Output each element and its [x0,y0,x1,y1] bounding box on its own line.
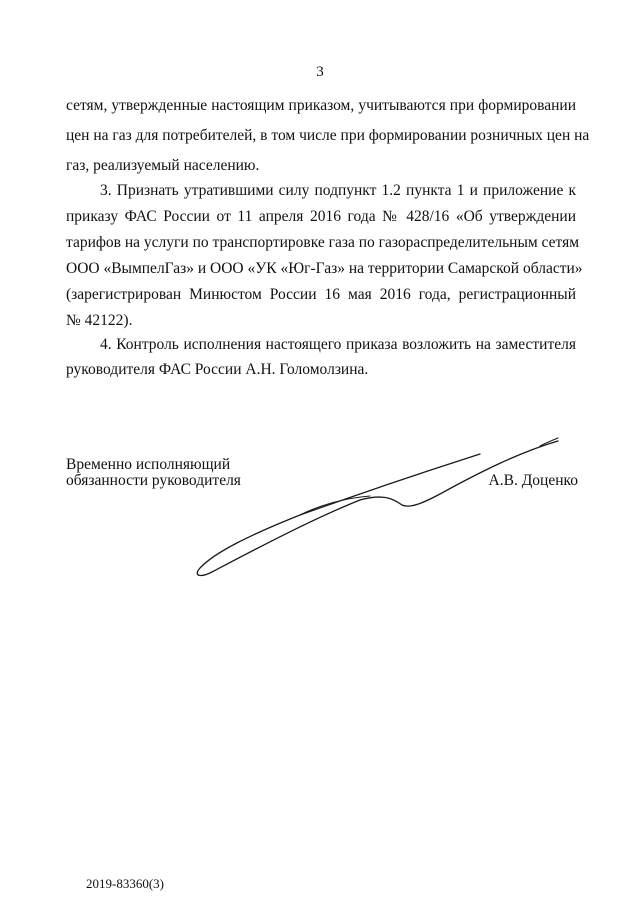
signatory-position-line-2: обязанности руководителя [66,472,241,489]
page-number: 3 [316,64,324,80]
paragraph-3-line-3: тарифов на услуги по транспортировке газа по газораспределительным сетям [66,234,580,251]
document-id: 2019-83360(3) [86,876,164,891]
paragraph-1-line-2: цен на газ для потребителей, в том числе при формировании розничных цен на [66,127,590,144]
signatory-position-line-1: Временно исполняющий [66,456,231,473]
paragraph-3-line-5: (зарегистрирован Минюстом России 16 мая 2016 года, регистрационный [66,286,576,303]
paragraph-1-line-1: сетям, утвержденные настоящим приказом, учитываются при формировании [66,97,576,114]
paragraph-3-line-2: приказу ФАС России от 11 апреля 2016 года № 428/16 «Об утверждении [66,208,576,225]
paragraph-3-line-4: ООО «ВымпелГаз» и ООО «УК «Юг-Газ» на территории Самарской области» [66,260,583,277]
paragraph-1-line-3: газ, реализуемый населению. [66,157,260,174]
paragraph-4-line-2: руководителя ФАС России А.Н. Голомолзина. [66,361,369,378]
paragraph-4-line-1: 4. Контроль исполнения настоящего приказа возложить на заместителя [100,336,576,353]
signatory-name: А.В. Доценко [488,472,578,489]
paragraph-3-line-1: 3. Признать утратившими силу подпункт 1.2 пункта 1 и приложение к [100,182,576,199]
paragraph-3-line-6: № 42122). [66,312,133,329]
